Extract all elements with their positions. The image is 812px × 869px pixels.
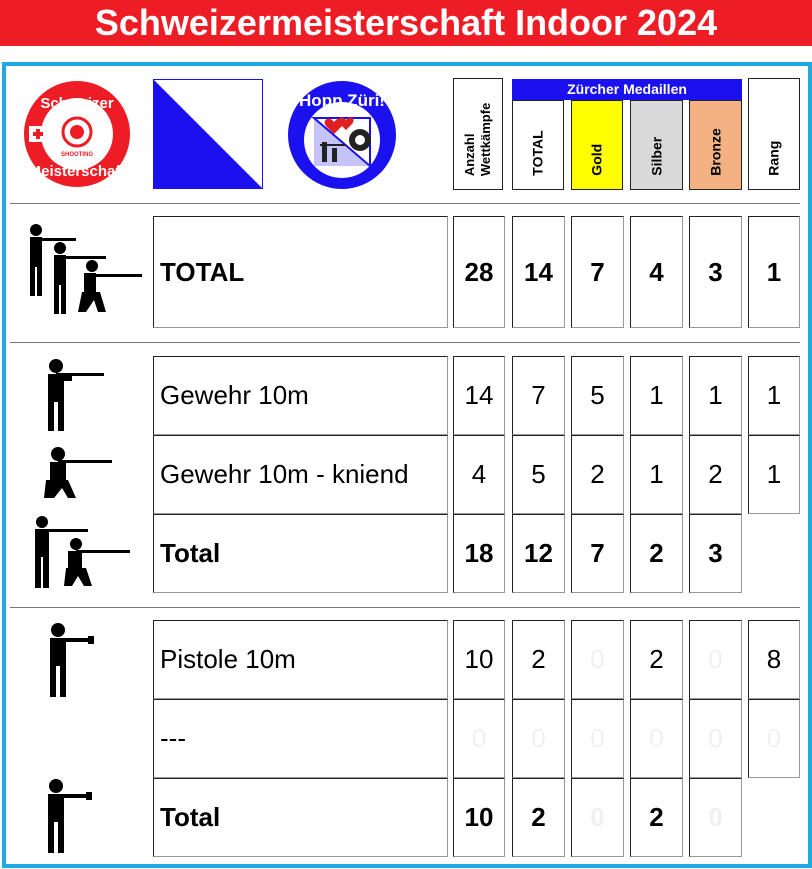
- header-anzahl: [453, 78, 503, 190]
- divider: [10, 607, 800, 608]
- hopp-logo-text: Hopp Züri!: [299, 91, 385, 110]
- divider: [10, 342, 800, 343]
- logo-text-bottom: Meisterschaft: [28, 163, 126, 180]
- header-anzahl-line1: Anzahl: [461, 133, 477, 176]
- hopp-zueri-logo: [286, 80, 398, 190]
- row-gewehr-total-silber: 2: [630, 514, 683, 593]
- row-total-anzahl: 28: [453, 216, 505, 328]
- row-gewehr10-label: Gewehr 10m: [153, 356, 448, 435]
- row-gewehr10-bronze: 1: [689, 356, 742, 435]
- header-total-label: TOTAL: [529, 129, 546, 176]
- header-silber: [630, 100, 683, 190]
- row-empty-gold: 0: [571, 699, 624, 778]
- row-gewehr10k-label: Gewehr 10m - kniend: [153, 435, 448, 514]
- row-empty-rang: 0: [748, 699, 800, 778]
- row-empty-total: 0: [512, 699, 565, 778]
- row-pistole10-anzahl: 10: [453, 620, 505, 699]
- row-gewehr10-anzahl: 14: [453, 356, 505, 435]
- divider: [10, 203, 800, 204]
- row-empty-bronze: 0: [689, 699, 742, 778]
- two-rifle-shooters-icon: [28, 514, 132, 590]
- row-pistole-total-gold: 0: [571, 778, 624, 857]
- row-gewehr-total-bronze: 3: [689, 514, 742, 593]
- pistol-shooter-icon: [44, 622, 96, 698]
- row-gewehr10k-silber: 1: [630, 435, 683, 514]
- swiss-championship-logo: [20, 80, 134, 188]
- header-total: [512, 100, 564, 190]
- header-rang: [748, 78, 800, 190]
- row-pistole10-silber: 2: [630, 620, 683, 699]
- page-title: Schweizermeisterschaft Indoor 2024: [0, 0, 812, 46]
- row-pistole-total-bronze: 0: [689, 778, 742, 857]
- header-gold-label: Gold: [588, 143, 605, 176]
- row-pistole10-bronze: 0: [689, 620, 742, 699]
- row-empty-silber: 0: [630, 699, 683, 778]
- row-gewehr10k-gold: 2: [571, 435, 624, 514]
- header-gold: [571, 100, 623, 190]
- row-pistole10-gold: 0: [571, 620, 624, 699]
- header-anzahl-line2: Wettkämpfe: [477, 102, 493, 176]
- row-gewehr10-total: 7: [512, 356, 565, 435]
- row-gewehr10k-total: 5: [512, 435, 565, 514]
- row-gewehr-total-label: Total: [153, 514, 448, 593]
- row-total-rang: 1: [748, 216, 800, 328]
- row-gewehr-total-anzahl: 18: [453, 514, 505, 593]
- row-gewehr10-gold: 5: [571, 356, 624, 435]
- kneeling-rifle-shooter-icon: [42, 446, 114, 500]
- row-gewehr10-silber: 1: [630, 356, 683, 435]
- row-pistole-total-total: 2: [512, 778, 565, 857]
- row-total-silber: 4: [630, 216, 683, 328]
- header-bronze-label: Bronze: [706, 127, 723, 176]
- zurich-flag-icon: [153, 79, 263, 189]
- row-pistole-total-silber: 2: [630, 778, 683, 857]
- row-gewehr10-rang: 1: [748, 356, 800, 435]
- header-silber-label: Silber: [647, 136, 664, 176]
- row-total-bronze: 3: [689, 216, 742, 328]
- pistol-shooter-icon: [42, 778, 94, 854]
- row-pistole10-label: Pistole 10m: [153, 620, 448, 699]
- three-shooters-icon: [22, 222, 144, 318]
- medal-banner: Zürcher Medaillen: [512, 79, 742, 100]
- row-gewehr-total-total: 12: [512, 514, 565, 593]
- row-gewehr10k-bronze: 2: [689, 435, 742, 514]
- logo-text-small: SHOOTING: [60, 152, 94, 158]
- row-total-total: 14: [512, 216, 565, 328]
- row-pistole10-total: 2: [512, 620, 565, 699]
- row-pistole10-rang: 8: [748, 620, 800, 699]
- row-pistole-total-anzahl: 10: [453, 778, 505, 857]
- row-pistole-total-label: Total: [153, 778, 448, 857]
- row-gewehr10k-rang: 1: [748, 435, 800, 514]
- standing-rifle-shooter-icon: [42, 358, 106, 432]
- row-gewehr-total-gold: 7: [571, 514, 624, 593]
- row-total-gold: 7: [571, 216, 624, 328]
- row-gewehr10k-anzahl: 4: [453, 435, 505, 514]
- row-total-label: TOTAL: [153, 216, 448, 328]
- logo-text-top: Schweizer: [40, 95, 114, 112]
- header-rang-label: Rang: [765, 140, 782, 176]
- row-empty-label: ---: [153, 699, 448, 778]
- header-bronze: [689, 100, 742, 190]
- row-empty-anzahl: 0: [453, 699, 505, 778]
